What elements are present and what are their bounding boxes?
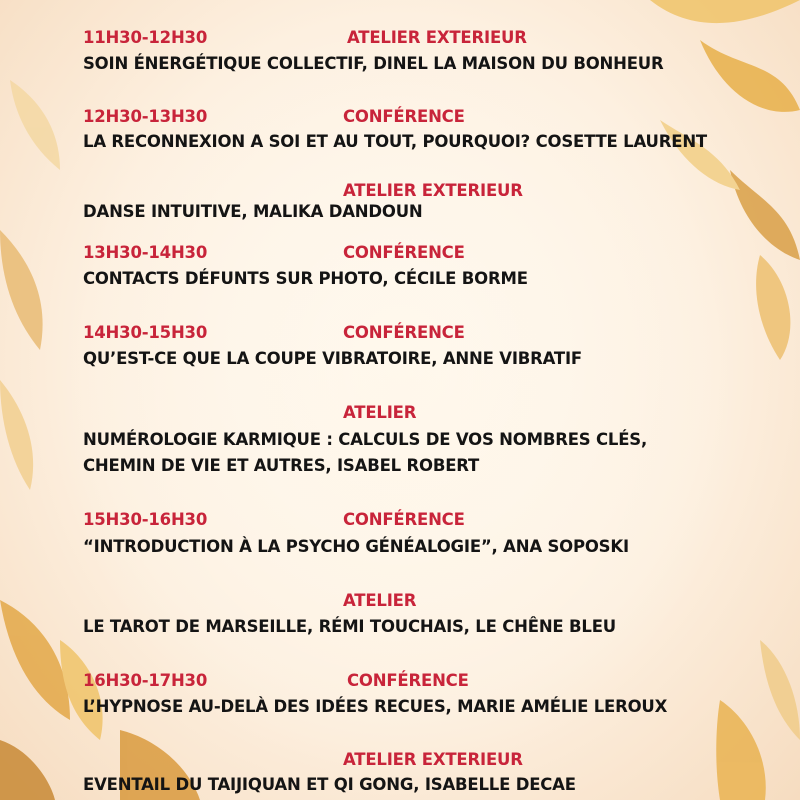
session-type: CONFÉRENCE (343, 107, 465, 126)
session-description: QU’EST-CE QUE LA COUPE VIBRATOIRE, ANNE VIBRATIF (83, 349, 582, 368)
session-type: ATELIER (343, 591, 417, 610)
session-type: ATELIER EXTERIEUR (343, 181, 523, 200)
time-slot: 13H30-14H30 (83, 243, 208, 262)
session-description: SOIN ÉNERGÉTIQUE COLLECTIF, DINEL LA MAISON DU BONHEUR (83, 54, 664, 73)
session-description: EVENTAIL DU TAIJIQUAN ET QI GONG, ISABELLE DECAE (83, 775, 576, 794)
time-slot: 16H30-17H30 (83, 671, 208, 690)
session-type: ATELIER EXTERIEUR (343, 750, 523, 769)
session-description: CHEMIN DE VIE ET AUTRES, ISABEL ROBERT (83, 456, 480, 475)
time-slot: 12H30-13H30 (83, 107, 208, 126)
session-type: ATELIER (343, 403, 417, 422)
session-description: LA RECONNEXION A SOI ET AU TOUT, POURQUOI? COSETTE LAURENT (83, 132, 707, 151)
session-type: CONFÉRENCE (347, 671, 469, 690)
session-type: ATELIER EXTERIEUR (347, 28, 527, 47)
session-type: CONFÉRENCE (343, 243, 465, 262)
session-description: DANSE INTUITIVE, MALIKA DANDOUN (83, 202, 423, 221)
session-type: CONFÉRENCE (343, 510, 465, 529)
time-slot: 11H30-12H30 (83, 28, 208, 47)
session-type: CONFÉRENCE (343, 323, 465, 342)
session-description: CONTACTS DÉFUNTS SUR PHOTO, CÉCILE BORME (83, 269, 528, 288)
time-slot: 15H30-16H30 (83, 510, 208, 529)
session-description: “INTRODUCTION À LA PSYCHO GÉNÉALOGIE”, ANA SOPOSKI (83, 537, 629, 556)
session-description: LE TAROT DE MARSEILLE, RÉMI TOUCHAIS, LE CHÊNE BLEU (83, 617, 617, 636)
session-description: NUMÉROLOGIE KARMIQUE : CALCULS DE VOS NOMBRES CLÉS, (83, 430, 648, 449)
session-description: L’HYPNOSE AU-DELÀ DES IDÉES RECUES, MARIE AMÉLIE LEROUX (83, 697, 668, 716)
time-slot: 14H30-15H30 (83, 323, 208, 342)
